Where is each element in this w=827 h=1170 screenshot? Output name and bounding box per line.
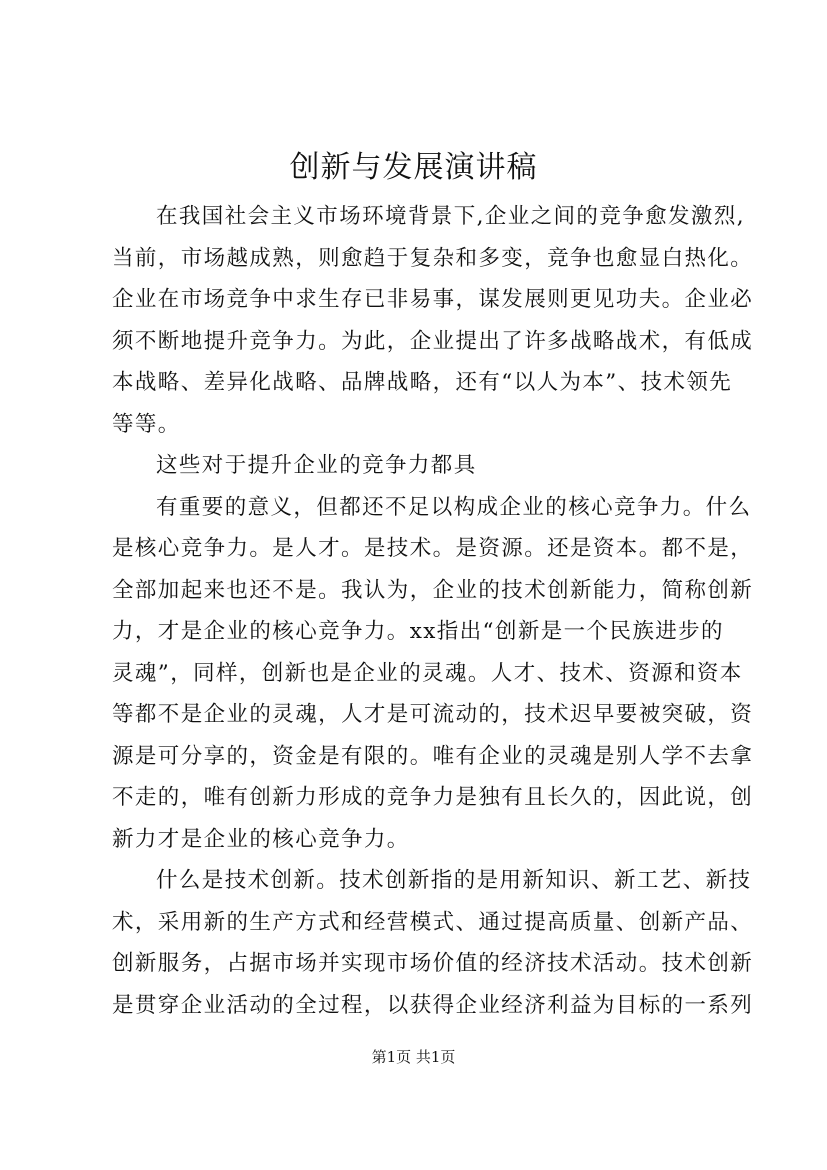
paragraph-line: 不走的，唯有创新力形成的竞争力是独有且长久的，因此说，创 bbox=[112, 785, 754, 810]
paragraph-line: 在我国社会主义市场环境背景下,企业之间的竞争愈发激烈, bbox=[156, 204, 745, 229]
paragraph-line: 力，才是企业的核心竞争力。xx指出“创新是一个民族进步的 bbox=[112, 619, 724, 644]
paragraph-line: 新力才是企业的核心竞争力。 bbox=[112, 826, 410, 852]
paragraph-line: 本战略、差异化战略、品牌战略，还有“以人为本”、技术领先 bbox=[112, 370, 733, 395]
paragraph-line: 有重要的意义，但都还不足以构成企业的核心竞争力。什么 bbox=[156, 494, 752, 520]
paragraph-line: 是核心竞争力。是人才。是技术。是资源。还是资本。都不是， bbox=[112, 536, 754, 561]
paragraph-line: 须不断地提升竞争力。为此，企业提出了许多战略战术，有低成 bbox=[112, 328, 754, 354]
paragraph-line: 等等。 bbox=[112, 411, 181, 437]
paragraph-line: 当前，市场越成熟，则愈趋于复杂和多变，竞争也愈显白热化。 bbox=[112, 245, 754, 271]
paragraph-line: 是贯穿企业活动的全过程，以获得企业经济利益为目标的一系列 bbox=[112, 992, 754, 1018]
paragraph-line: 企业在市场竞争中求生存已非易事，谋发展则更见功夫。企业必 bbox=[112, 287, 754, 312]
paragraph-line: 什么是技术创新。技术创新指的是用新知识、新工艺、新技 bbox=[156, 868, 752, 893]
document-title: 创新与发展演讲稿 bbox=[289, 150, 538, 185]
paragraph-line: 全部加起来也还不是。我认为，企业的技术创新能力，简称创新 bbox=[112, 577, 754, 603]
document-body bbox=[112, 196, 754, 1026]
paragraph-line: 术，采用新的生产方式和经营模式、通过提高质量、创新产品、 bbox=[112, 909, 754, 935]
paragraph-line: 灵魂”，同样，创新也是企业的灵魂。人才、技术、资源和资本 bbox=[112, 660, 743, 686]
page-footer: 第1页 共1页 bbox=[371, 1048, 456, 1066]
paragraph-line: 等都不是企业的灵魂，人才是可流动的，技术迟早要被突破，资 bbox=[112, 702, 754, 727]
paragraph-line: 创新服务，占据市场并实现市场价值的经济技术活动。技术创新 bbox=[112, 951, 754, 976]
paragraph-line: 源是可分享的，资金是有限的。唯有企业的灵魂是别人学不去拿 bbox=[112, 743, 754, 769]
paragraph-line: 这些对于提升企业的竞争力都具 bbox=[156, 453, 477, 478]
